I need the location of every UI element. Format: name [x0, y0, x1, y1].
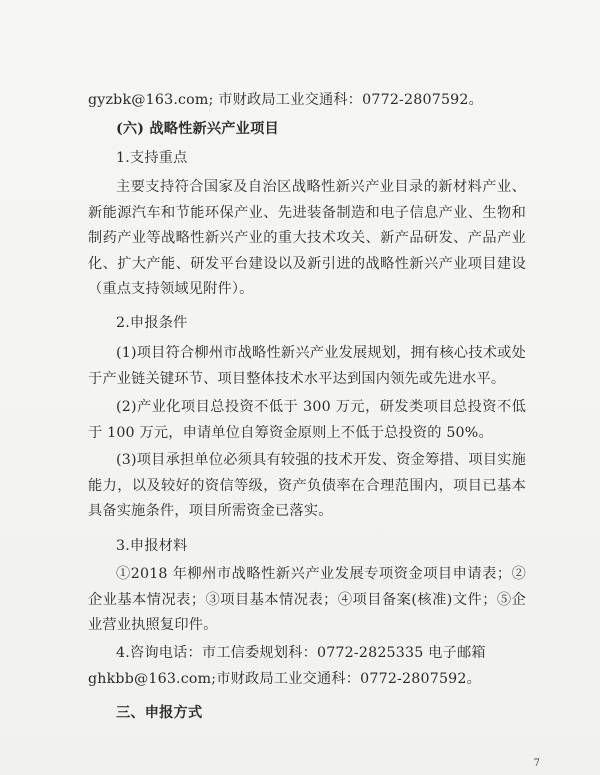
section-heading-six: (六) 战略性新兴产业项目 [116, 121, 279, 137]
page-number: 7 [533, 758, 540, 769]
consult-phone-line: 4.咨询电话：市工信委规划科：0772-2825335 电子邮箱 [116, 645, 486, 661]
subheading-support-focus: 1.支持重点 [116, 150, 188, 166]
section-heading-three: 三、申报方式 [116, 705, 203, 721]
condition-1-paragraph: (1)项目符合柳州市战略性新兴产业发展规划，拥有核心技术或处于产业链关键环节、项目整体技术水平达到国内领先或先进水平。 [88, 345, 526, 387]
support-focus-paragraph: 主要支持符合国家及自治区战略性新兴产业目录的新材料产业、新能源汽车和节能环保产业、先进装备制造和电子信息产业、生物和制药产业等战略性新兴产业的重大技术攻关、新产品研发、产品产业化、扩大产能、研发平台建设以及新引进的战略性新兴产业项目建设（重点支持领域见附件）。 [88, 179, 526, 298]
subheading-application-conditions: 2.申报条件 [116, 315, 188, 331]
condition-2-paragraph: (2)产业化项目总投资不低于 300 万元，研发类项目总投资不低于 100 万元，申请单位自筹资金原则上不低于总投资的 50%。 [88, 399, 526, 441]
contact-line-top: gyzbk@163.com; 市财政局工业交通科：0772-2807592。 [88, 92, 484, 108]
contact-line-bottom: ghkbb@163.com;市财政局工业交通科：0772-2807592。 [88, 671, 482, 687]
materials-paragraph: ①2018 年柳州市战略性新兴产业发展专项资金项目申请表；②企业基本情况表；③项目基本情况表；④项目备案(核准)文件；⑤企业营业执照复印件。 [88, 566, 526, 634]
condition-3-paragraph: (3)项目承担单位必须具有较强的技术开发、资金筹措、项目实施能力，以及较好的资信等级，资产负债率在合理范围内，项目已基本具备实施条件，项目所需资金已落实。 [88, 452, 526, 520]
subheading-application-materials: 3.申报材料 [116, 538, 188, 554]
